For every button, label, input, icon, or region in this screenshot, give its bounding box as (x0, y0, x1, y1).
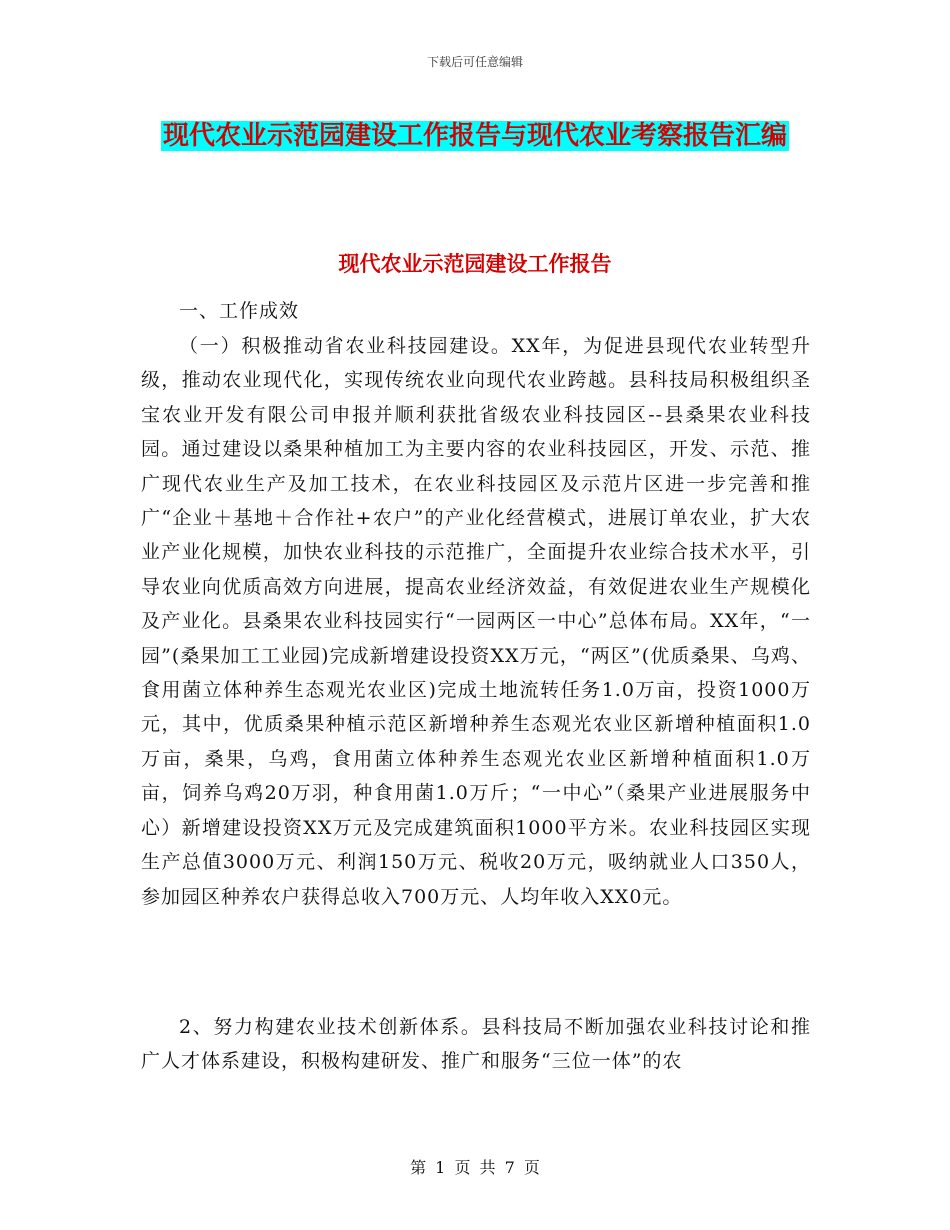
paragraph-innovation-system: 2、努力构建农业技术创新体系。县科技局不断加强农业科技讨论和推广人才体系建设，积极构建研发、推广和服务“三位一体”的农 (141, 1016, 811, 1073)
main-title-text: 现代农业示范园建设工作报告与现代农业考察报告汇编 (162, 121, 787, 151)
section-title: 现代农业示范园建设工作报告 (338, 252, 612, 276)
document-main-title (140, 113, 810, 159)
page-header-note: 下载后可任意编辑 (426, 55, 523, 69)
heading-work-results: 一、工作成效 (179, 300, 300, 322)
page-number-footer: 第 1 页 共 7 页 (410, 1158, 540, 1177)
paragraph-agri-tech-park: （一）积极推动省农业科技园建设。XX年，为促进县现代农业转型升级，推动农业现代化，实现传统农业向现代农业跨越。县科技局积极组织圣宝农业开发有限公司申报并顺利获批省级农业科技园区--县桑果农业科技园。通过建设以桑果种植加工为主要内容的农业科技园区，开发、示范、推广现代农业生产及加工技术，在农业科技园区及示范片区进一步完善和推广“企业＋基地＋合作社+农户”的产业化经营模式，进展订单农业，扩大农业产业化规模，加快农业科技的示范推广，全面提升农业综合技术水平，引导农业向优质高效方向进展，提高农业经济效益，有效促进农业生产规模化及产业化。县桑果农业科技园实行“一园两区一中心”总体布局。XX年，“一园”(桑果加工工业园)完成新增建设投资XX万元，“两区”(优质桑果、乌鸡、食用菌立体种养生态观光农业区)完成土地流转任务1.0万亩，投资1000万元，其中，优质桑果种植示范区新增种养生态观光农业区新增种植面积1.0万亩，桑果，乌鸡，食用菌立体种养生态观光农业区新增种植面积1.0万亩，饲养乌鸡20万羽，种食用菌1.0万斤；“一中心”（桑果产业进展服务中心）新增建设投资XX万元及完成建筑面积1000平方米。农业科技园区实现生产总值3000万元、利润150万元、税收20万元，吸纳就业人口350人，参加园区种养农户获得总收入700万元、人均年收入XX0元。 (141, 335, 811, 908)
